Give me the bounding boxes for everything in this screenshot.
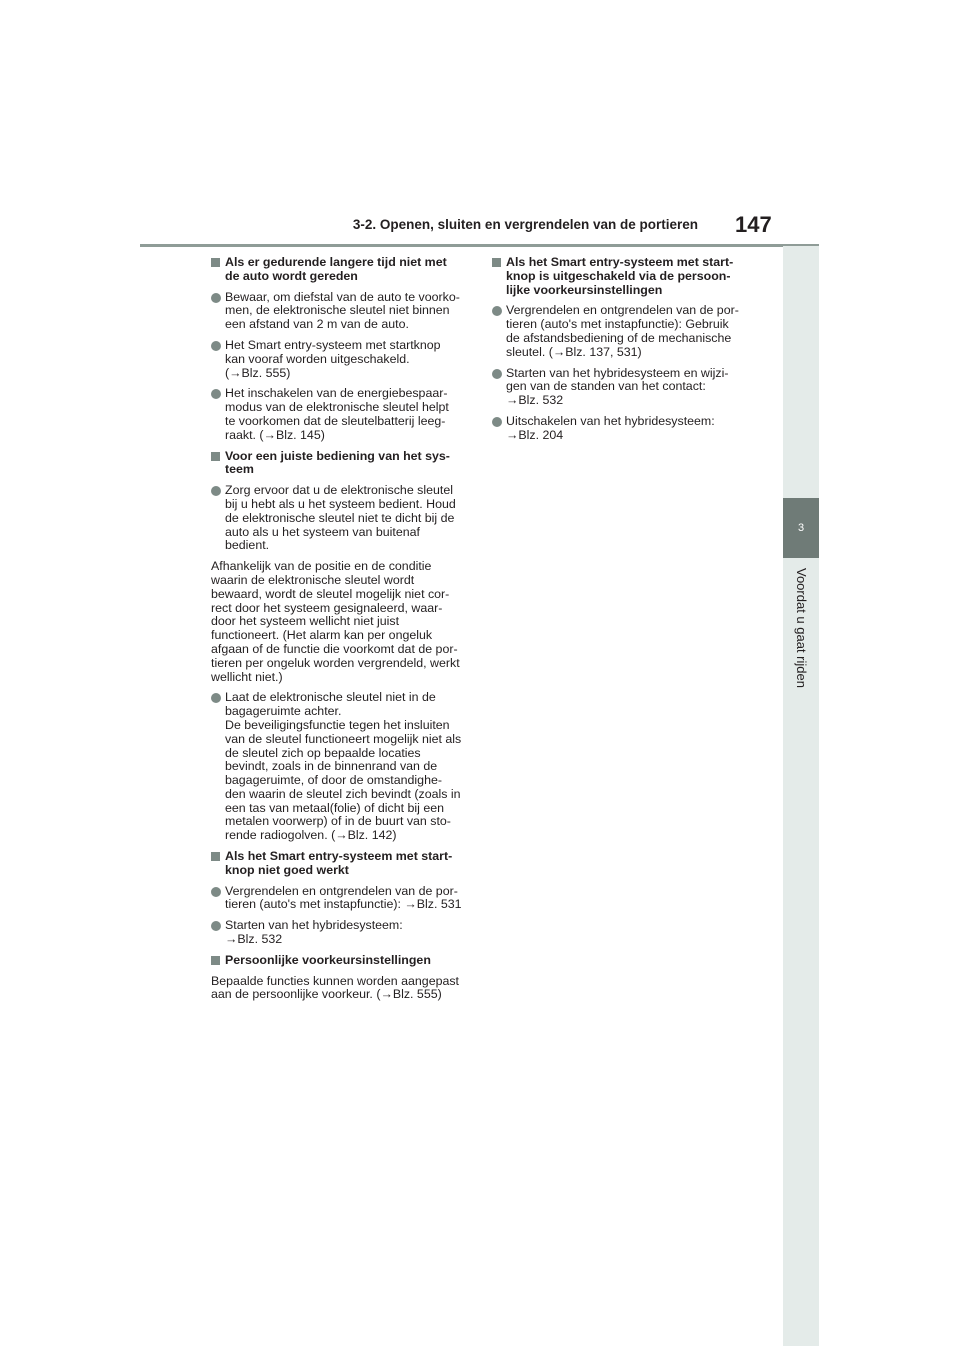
square-marker-icon bbox=[492, 258, 501, 267]
left-column bbox=[211, 256, 473, 1009]
section-heading bbox=[211, 954, 473, 968]
circle-bullet-icon bbox=[492, 306, 502, 316]
text-line: tieren (auto's met instapfunctie): →Blz. 531 bbox=[225, 897, 462, 912]
text-line: Starten van het hybridesysteem en wijzi- bbox=[506, 365, 729, 380]
right-column bbox=[492, 256, 754, 450]
section-heading bbox=[211, 450, 473, 478]
text-line: bedient. bbox=[225, 538, 270, 553]
text-line: Voor een juiste bediening van het sys- bbox=[225, 448, 450, 463]
text-line: gen van de standen van het contact: bbox=[506, 379, 706, 394]
text-line: auto als u het systeem van buitenaf bbox=[225, 524, 420, 539]
circle-bullet-icon bbox=[211, 693, 221, 703]
text-line: de auto wordt gereden bbox=[225, 268, 358, 283]
text-line: men, de elektronische sleutel niet binnen bbox=[225, 303, 450, 318]
text-line: den waarin de sleutel zich bevindt (zoals in bbox=[225, 786, 461, 801]
circle-bullet-icon bbox=[211, 293, 221, 303]
text-line: sleutel. (→Blz. 137, 531) bbox=[506, 344, 642, 359]
text-line: →Blz. 532 bbox=[225, 932, 283, 947]
circle-bullet-icon bbox=[211, 921, 221, 931]
text-line: knop is uitgeschakeld via de persoon- bbox=[506, 268, 731, 283]
text-line: Vergrendelen en ontgrendelen van de por- bbox=[225, 883, 458, 898]
text-line: Zorg ervoor dat u de elektronische sleutel bbox=[225, 483, 453, 498]
text-line: de afstandsbediening of de mechanische bbox=[506, 330, 732, 345]
text-line: aan de persoonlijke voorkeur. (→Blz. 555) bbox=[211, 987, 442, 1002]
text-line: bewaard, wordt de sleutel mogelijk niet cor- bbox=[211, 586, 450, 601]
header-rule bbox=[140, 244, 819, 247]
text-line: rect door het systeem gesignaleerd, waar- bbox=[211, 600, 443, 615]
text-line: Bewaar, om diefstal van de auto te voorko- bbox=[225, 289, 460, 304]
bullet-item bbox=[211, 291, 473, 332]
text-line: wellicht niet.) bbox=[211, 669, 283, 684]
section-heading bbox=[492, 256, 754, 297]
text-line: de sleutel zich op bepaalde locaties bbox=[225, 745, 421, 760]
text-line: afgaan of de functie die voorkomt dat de por- bbox=[211, 641, 458, 656]
circle-bullet-icon bbox=[211, 389, 221, 399]
section-heading bbox=[211, 850, 473, 878]
chapter-number: 3 bbox=[797, 522, 805, 534]
text-line: De beveiligingsfunctie tegen het insluiten bbox=[225, 717, 450, 732]
text-line: door het systeem wellicht niet juist bbox=[211, 614, 400, 629]
text-line: tieren per ongeluk worden vergrendeld, werkt bbox=[211, 655, 460, 670]
bullet-item bbox=[211, 387, 473, 442]
text-line: Starten van het hybridesysteem: bbox=[225, 918, 403, 933]
text-line: bevindt, zoals in de binnenrand van de bbox=[225, 759, 438, 774]
circle-bullet-icon bbox=[211, 486, 221, 496]
text-line: Laat de elektronische sleutel niet in de bbox=[225, 690, 436, 705]
text-line: Als het Smart entry-systeem met start- bbox=[506, 255, 734, 269]
text-line: metalen voorwerp) of in de buurt van sto- bbox=[225, 814, 451, 829]
text-line: knop niet goed werkt bbox=[225, 862, 349, 877]
square-marker-icon bbox=[211, 258, 220, 267]
bullet-item bbox=[211, 339, 473, 380]
text-line: van de sleutel functioneert mogelijk niet als bbox=[225, 731, 462, 746]
text-line: raakt. (→Blz. 145) bbox=[225, 427, 325, 442]
chapter-title bbox=[794, 568, 809, 688]
text-line: bagageruimte, of door de omstandighe- bbox=[225, 773, 442, 788]
square-marker-icon bbox=[211, 852, 220, 861]
section-title: 3-2. Openen, sluiten en vergrendelen van de portieren bbox=[352, 217, 698, 232]
text-line: tieren (auto's met instapfunctie): Gebruik bbox=[506, 317, 729, 332]
text-line: Afhankelijk van de positie en de conditie bbox=[211, 559, 432, 574]
text-line: rende radiogolven. (→Blz. 142) bbox=[225, 828, 397, 843]
text-line: Het Smart entry-systeem met startknop bbox=[225, 337, 441, 352]
bullet-item bbox=[211, 885, 473, 913]
text-line: modus van de elektronische sleutel helpt bbox=[225, 400, 449, 415]
body-paragraph bbox=[211, 975, 473, 1003]
text-line: een afstand van 2 m van de auto. bbox=[225, 317, 409, 332]
body-paragraph bbox=[211, 560, 473, 684]
text-line: de elektronische sleutel niet te dicht bij de bbox=[225, 510, 455, 525]
text-line: Vergrendelen en ontgrendelen van de por- bbox=[506, 303, 739, 318]
text-line: →Blz. 532 bbox=[506, 393, 564, 408]
text-line: waarin de elektronische sleutel wordt bbox=[211, 572, 415, 587]
text-line: Het inschakelen van de energiebespaar- bbox=[225, 386, 448, 401]
bullet-item bbox=[492, 367, 754, 408]
chapter-side-band bbox=[783, 246, 819, 1346]
bullet-item bbox=[492, 415, 754, 443]
square-marker-icon bbox=[211, 452, 220, 461]
text-line: bagageruimte achter. bbox=[225, 704, 342, 719]
text-line: →Blz. 204 bbox=[506, 427, 564, 442]
text-line: teem bbox=[225, 462, 254, 477]
circle-bullet-icon bbox=[492, 417, 502, 427]
chapter-title-text: Voordat u gaat rijden bbox=[794, 568, 809, 688]
circle-bullet-icon bbox=[211, 341, 221, 351]
text-line: Uitschakelen van het hybridesysteem: bbox=[506, 413, 715, 428]
bullet-item bbox=[211, 691, 473, 843]
chapter-tab[interactable] bbox=[783, 498, 819, 558]
text-line: Persoonlijke voorkeursinstellingen bbox=[225, 952, 431, 967]
text-line: lijke voorkeursinstellingen bbox=[506, 282, 663, 297]
bullet-item bbox=[492, 304, 754, 359]
text-line: (→Blz. 555) bbox=[225, 365, 291, 380]
text-line: Als er gedurende langere tijd niet met bbox=[225, 255, 447, 269]
bullet-item bbox=[211, 484, 473, 553]
text-line: Bepaalde functies kunnen worden aangepast bbox=[211, 973, 460, 988]
text-line: bij u hebt als u het systeem bedient. Houd bbox=[225, 496, 456, 511]
page-number: 147 bbox=[735, 212, 772, 237]
circle-bullet-icon bbox=[492, 369, 502, 379]
circle-bullet-icon bbox=[211, 887, 221, 897]
text-line: Als het Smart entry-systeem met start- bbox=[225, 849, 453, 864]
text-line: een tas van metaal(folie) of dicht bij een bbox=[225, 800, 445, 815]
square-marker-icon bbox=[211, 956, 220, 965]
section-heading bbox=[211, 256, 473, 284]
text-line: functioneert. (Het alarm kan per ongeluk bbox=[211, 628, 433, 643]
text-line: te voorkomen dat de sleutelbatterij leeg- bbox=[225, 413, 446, 428]
text-line: kan vooraf worden uitgeschakeld. bbox=[225, 351, 410, 366]
bullet-item bbox=[211, 919, 473, 947]
